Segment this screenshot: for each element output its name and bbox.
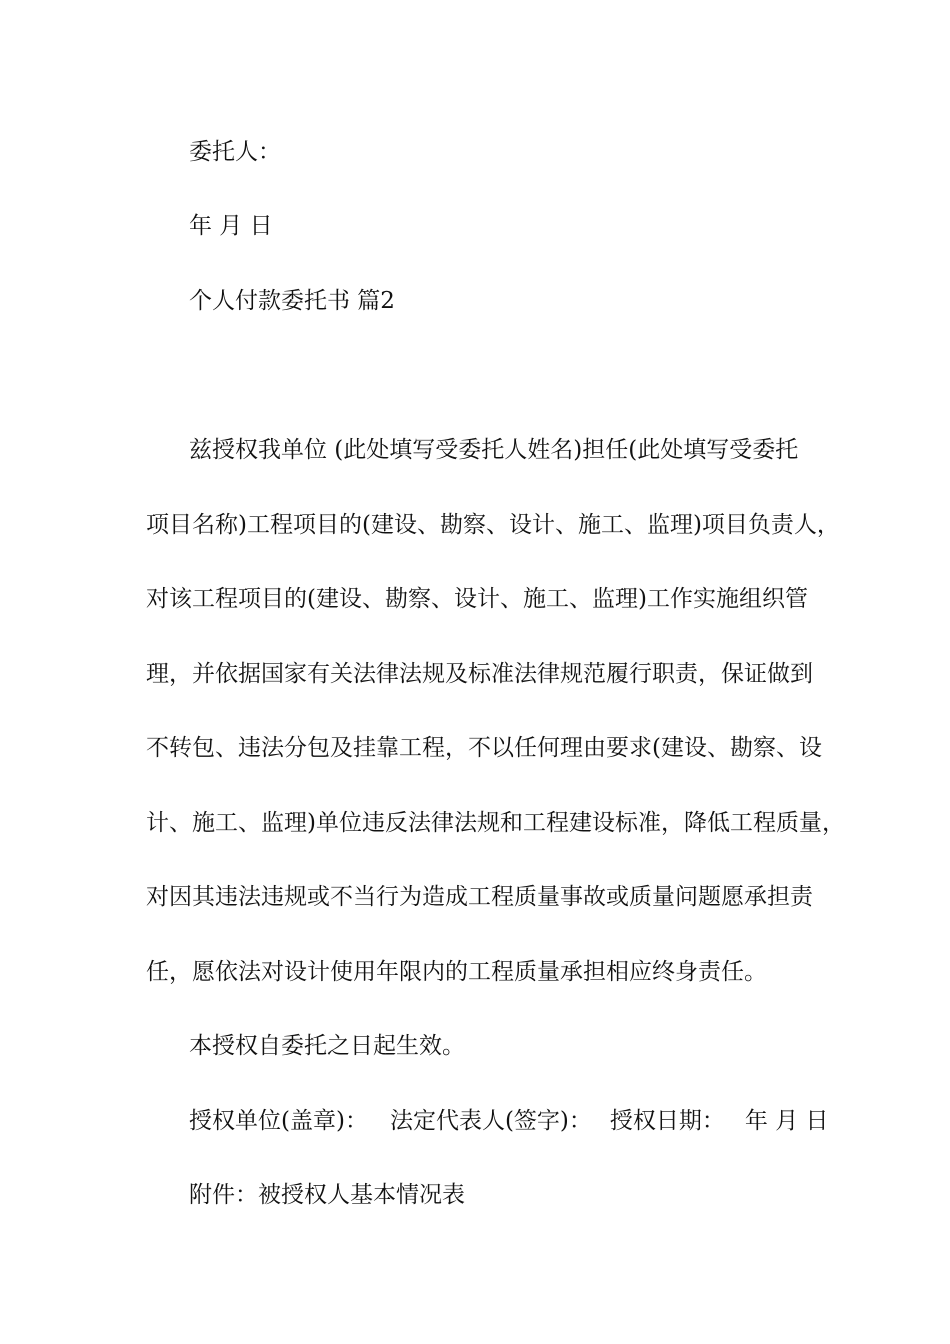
body-line-5: 不转包、违法分包及挂靠工程，不以任何理由要求(建设、勘察、设 <box>146 735 822 761</box>
auth-date-label: 授权日期： <box>609 1108 725 1134</box>
auth-date-placeholder: 年 月 日 <box>744 1108 829 1134</box>
body-line-3: 对该工程项目的(建设、勘察、设计、施工、监理)工作实施组织管 <box>146 586 808 612</box>
body-line-2: 项目名称)工程项目的(建设、勘察、设计、施工、监理)项目负责人， <box>146 512 840 538</box>
date-line: 年 月 日 <box>189 213 273 239</box>
body-line-1: 兹授权我单位 (此处填写受委托人姓名)担任(此处填写受委托 <box>189 437 799 463</box>
attachment-line: 附件：被授权人基本情况表 <box>189 1182 465 1208</box>
legal-rep-label: 法定代表人(签字)： <box>389 1108 592 1134</box>
effective-statement: 本授权自委托之日起生效。 <box>189 1033 465 1059</box>
body-line-6: 计、施工、监理)单位违反法律法规和工程建设标准，降低工程质量， <box>146 810 845 836</box>
section-title: 个人付款委托书 篇2 <box>189 288 395 314</box>
authorizing-unit-label: 授权单位(盖章)： <box>189 1108 368 1134</box>
body-line-7: 对因其违法违规或不当行为造成工程质量事故或质量问题愿承担责 <box>146 884 813 910</box>
body-line-4: 理，并依据国家有关法律法规及标准法律规范履行职责，保证做到 <box>146 661 813 687</box>
body-line-8: 任，愿依法对设计使用年限内的工程质量承担相应终身责任。 <box>146 959 767 985</box>
trustor-label: 委托人： <box>189 139 281 165</box>
signature-line <box>189 1106 829 1136</box>
